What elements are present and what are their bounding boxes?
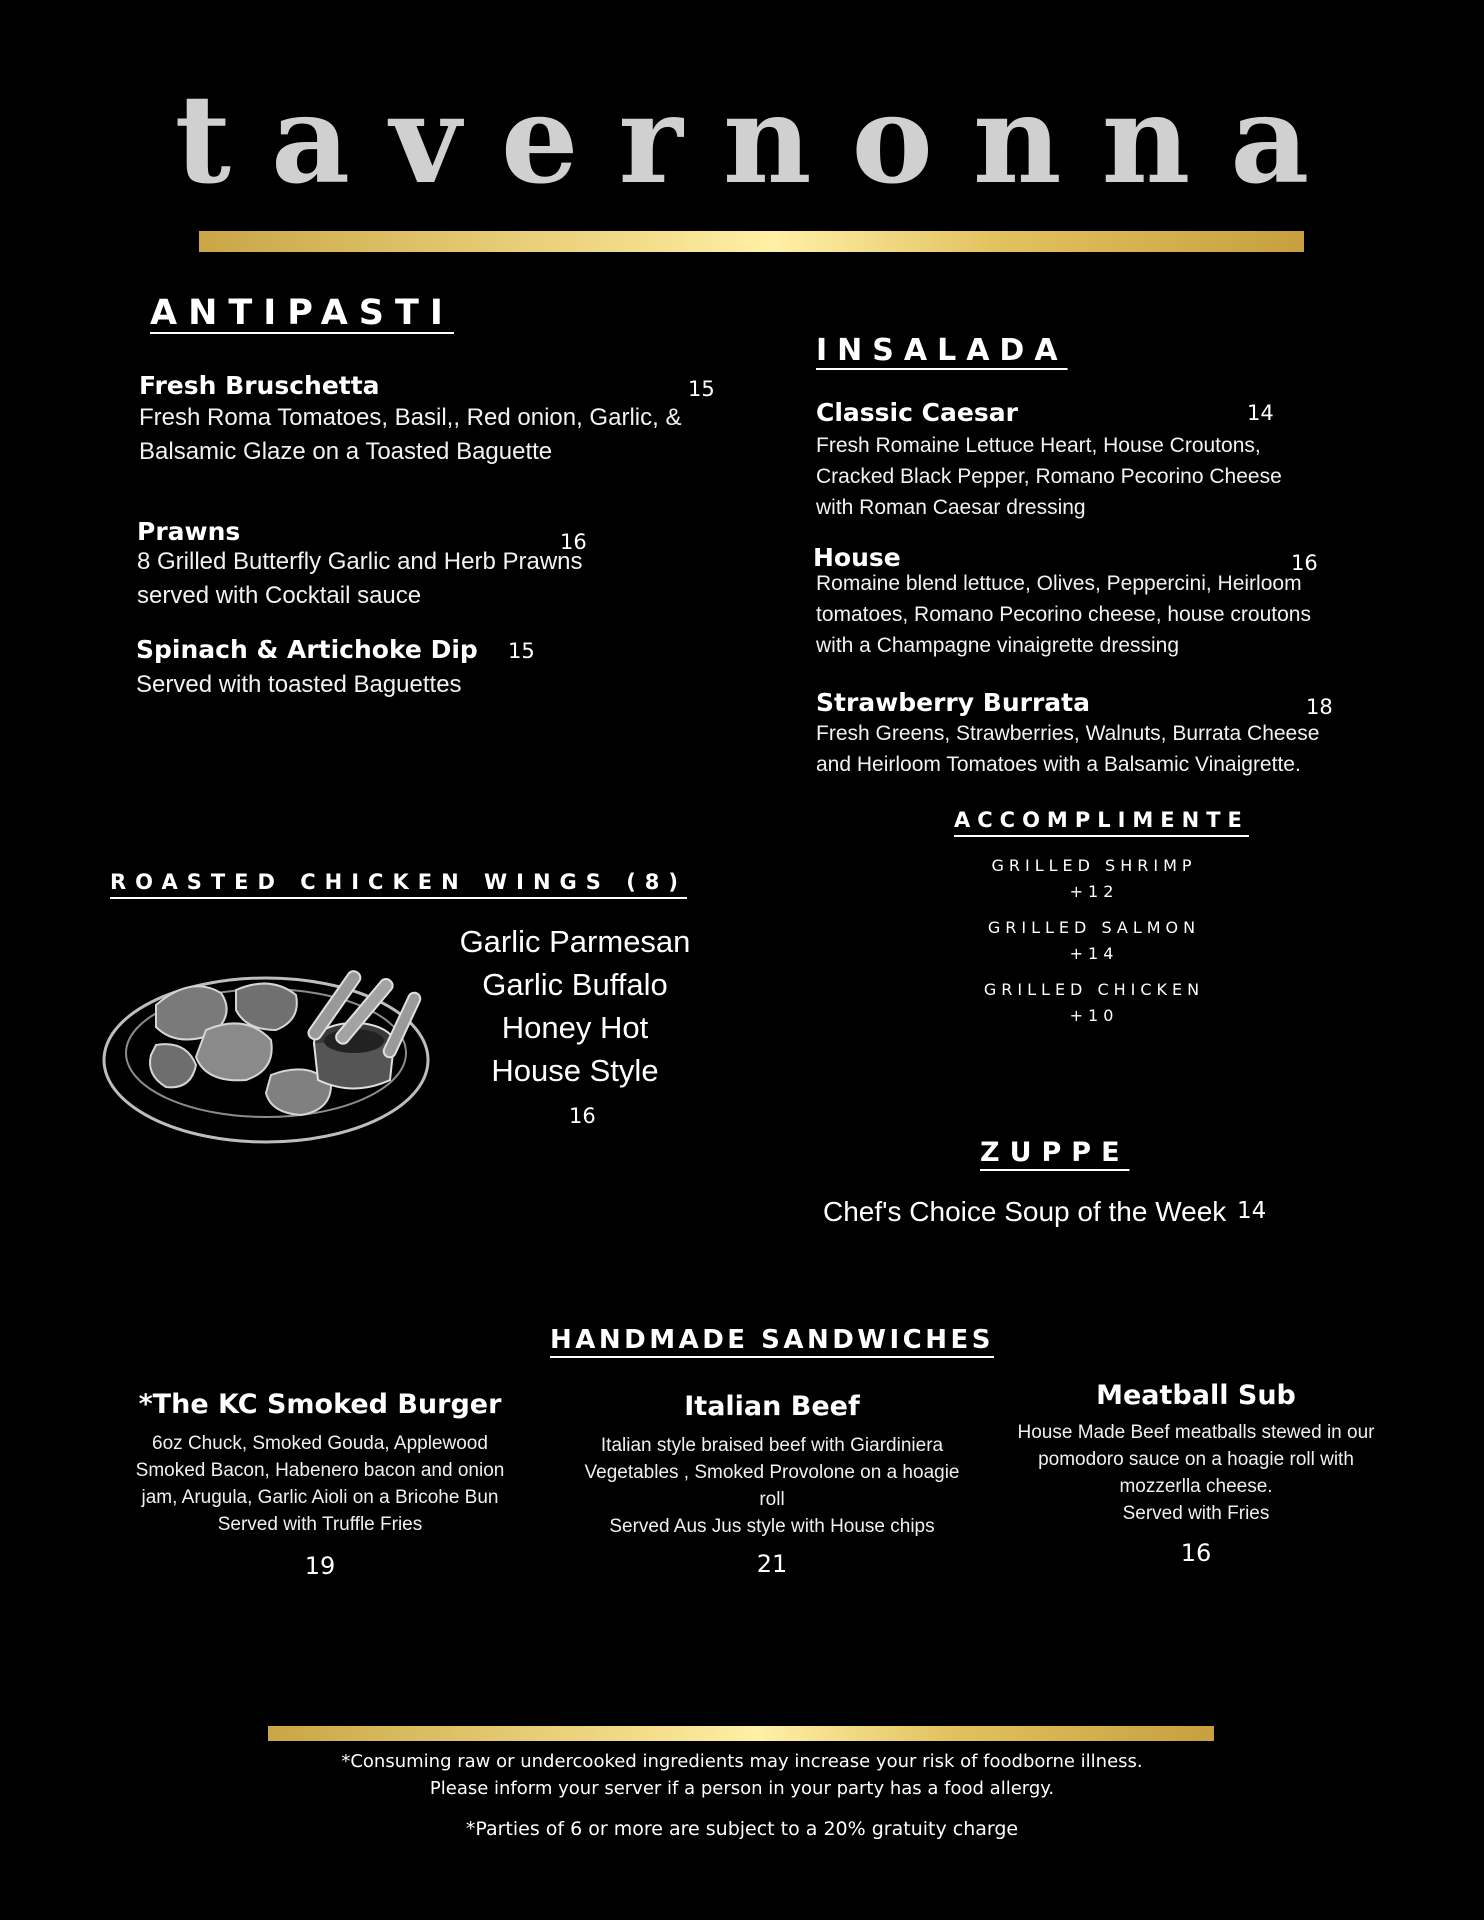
prawns-desc: 8 Grilled Butterfly Garlic and Herb Prawns served with Cocktail sauce — [137, 548, 583, 609]
bruschetta-desc: Fresh Roma Tomatoes, Basil,, Red onion, Garlic, & Balsamic Glaze on a Toasted Baguette — [139, 404, 682, 465]
dip-desc: Served with toasted Baguettes — [136, 671, 462, 698]
footer-line-3: *Parties of 6 or more are subject to a 20% gratuity charge — [465, 1818, 1019, 1840]
bottom-gold-divider — [268, 1726, 1214, 1741]
wing-flavor-2: Garlic Buffalo — [482, 967, 668, 1002]
caesar-price: 14 — [1247, 401, 1274, 425]
wing-flavor-1: Garlic Parmesan — [459, 924, 691, 959]
prawns-name: Prawns — [137, 517, 241, 546]
bruschetta-name: Fresh Bruschetta — [139, 371, 380, 400]
italian-beef-name: Italian Beef — [684, 1391, 860, 1422]
meatball-desc: House Made Beef meatballs stewed in our pomodoro sauce on a hoagie roll with mozzerlla cheese. Served with Fries — [1017, 1422, 1375, 1524]
sandwich-card-meatball — [1001, 1380, 1391, 1567]
top-gold-divider — [199, 231, 1304, 252]
sandwich-card-burger — [120, 1389, 520, 1580]
house-salad-price: 16 — [1291, 551, 1318, 575]
italian-beef-desc: Italian style braised beef with Giardiniera Vegetables , Smoked Provolone on a hoagie roll Served Aus Jus style with House chips — [584, 1435, 960, 1537]
burrata-name: Strawberry Burrata — [816, 688, 1090, 717]
addon-shrimp — [924, 853, 1264, 905]
wings-title: ROASTED CHICKEN WINGS (8) — [110, 870, 687, 894]
prawns-price: 16 — [560, 530, 587, 554]
house-salad-desc: Romaine blend lettuce, Olives, Peppercini, Heirloom tomatoes, Romano Pecorino cheese, house croutons with a Champagne vinaigrette dressing — [816, 572, 1311, 657]
footer-line-2: Please inform your server if a person in your party has a food allergy. — [429, 1778, 1055, 1799]
zuppe-item: Chef's Choice Soup of the Week — [823, 1196, 1227, 1227]
italian-beef-price: 21 — [756, 1550, 788, 1578]
bruschetta-price: 15 — [688, 377, 715, 401]
zuppe-price: 14 — [1237, 1198, 1267, 1224]
wing-flavor-4: House Style — [491, 1053, 659, 1088]
sandwiches-title: HANDMADE SANDWICHES — [550, 1325, 994, 1355]
burger-name: *The KC Smoked Burger — [138, 1389, 502, 1420]
sandwich-card-italian-beef — [572, 1391, 972, 1578]
burrata-price: 18 — [1306, 695, 1333, 719]
meatball-name: Meatball Sub — [1096, 1380, 1296, 1411]
addon-salmon — [924, 915, 1264, 967]
addon-chicken-price: +10 — [1069, 1006, 1119, 1025]
dip-name: Spinach & Artichoke Dip — [136, 635, 478, 664]
wings-price: 16 — [569, 1104, 596, 1128]
accomplimente-list — [924, 853, 1264, 1029]
insalada-title: INSALADA — [816, 333, 1068, 368]
burger-desc: 6oz Chuck, Smoked Gouda, Applewood Smoked Bacon, Habenero bacon and onion jam, Arugula, Garlic Aioli on a Bricohe Bun Served with Truffle Fries — [135, 1433, 505, 1535]
wing-flavor-3: Honey Hot — [501, 1010, 649, 1045]
meatball-price: 16 — [1180, 1539, 1212, 1567]
zuppe-title: ZUPPE — [980, 1137, 1130, 1168]
accomplimente-title: ACCOMPLIMENTE — [954, 808, 1249, 832]
footer-notice — [0, 1748, 1484, 1843]
burrata-desc: Fresh Greens, Strawberries, Walnuts, Burrata Cheese and Heirloom Tomatoes with a Balsamic Vinaigrette. — [816, 722, 1320, 776]
brand-logo: tavernonna — [174, 67, 1350, 211]
antipasti-title: ANTIPASTI — [150, 293, 454, 333]
footer-line-1: *Consuming raw or undercooked ingredients may increase your risk of foodborne illness. — [341, 1751, 1143, 1772]
addon-chicken-name: GRILLED CHICKEN — [983, 980, 1205, 999]
wing-flavors-list — [455, 920, 695, 1092]
caesar-name: Classic Caesar — [816, 398, 1018, 427]
addon-salmon-price: +14 — [1069, 944, 1119, 963]
house-salad-name: House — [813, 543, 901, 572]
addon-chicken — [924, 977, 1264, 1029]
addon-salmon-name: GRILLED SALMON — [987, 918, 1201, 937]
wings-plate-illustration — [96, 935, 458, 1153]
addon-shrimp-price: +12 — [1069, 882, 1119, 901]
burger-price: 19 — [304, 1552, 336, 1580]
caesar-desc: Fresh Romaine Lettuce Heart, House Croutons, Cracked Black Pepper, Romano Pecorino Cheese with Roman Caesar dressing — [816, 434, 1282, 519]
dip-price: 15 — [508, 639, 535, 663]
addon-shrimp-name: GRILLED SHRIMP — [991, 856, 1197, 875]
